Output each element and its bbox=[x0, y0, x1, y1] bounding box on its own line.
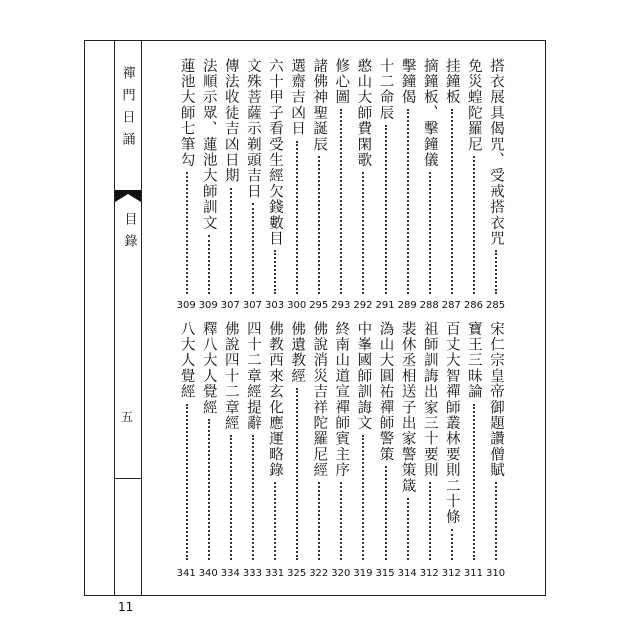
toc-entry-page: 289 bbox=[397, 300, 417, 311]
toc-entry-title: 諸佛神聖誕辰 bbox=[311, 58, 328, 153]
toc-entry-title: 免災蝗陀羅尼 bbox=[465, 58, 482, 153]
toc-leader-dots bbox=[340, 109, 342, 294]
toc-leader-dots bbox=[274, 482, 276, 560]
toc-entry-page: 312 bbox=[441, 568, 461, 579]
toc-entry-page: 320 bbox=[331, 568, 351, 579]
toc-entry-page: 287 bbox=[441, 300, 461, 311]
toc-leader-dots bbox=[318, 156, 320, 294]
toc-entry[interactable] bbox=[353, 321, 373, 579]
toc-leader-dots bbox=[495, 482, 497, 560]
toc-leader-dots bbox=[340, 482, 342, 560]
toc-leader-dots bbox=[318, 482, 320, 560]
toc-entry[interactable] bbox=[198, 58, 218, 311]
toc-entry-page: 292 bbox=[353, 300, 373, 311]
toc-entry-page: 295 bbox=[309, 300, 329, 311]
toc-leader-dots bbox=[208, 235, 210, 294]
toc-entry-title: 四十二章經提辭 bbox=[244, 321, 261, 431]
toc-entry-page: 341 bbox=[176, 568, 196, 579]
toc-entry-page: 307 bbox=[220, 300, 240, 311]
toc-entry-page: 314 bbox=[397, 568, 417, 579]
toc-entry[interactable] bbox=[463, 58, 483, 311]
toc-leader-dots bbox=[208, 419, 210, 560]
toc-entry[interactable] bbox=[176, 321, 196, 579]
toc-entry-title: 八大人覺經 bbox=[178, 321, 195, 400]
toc-entry[interactable] bbox=[419, 321, 439, 579]
toc-entry[interactable] bbox=[265, 321, 285, 579]
toc-leader-dots bbox=[451, 529, 453, 560]
toc-entry[interactable] bbox=[242, 321, 262, 579]
toc-entry-title: 宋仁宗皇帝御題讚僧賦 bbox=[488, 321, 504, 478]
toc-leader-dots bbox=[495, 250, 497, 294]
toc-entry-title: 憨山大師費閑歌 bbox=[355, 58, 372, 168]
toc-entry-page: 310 bbox=[486, 568, 506, 579]
toc-entry[interactable] bbox=[397, 321, 417, 579]
toc-entry[interactable] bbox=[375, 58, 395, 311]
toc-leader-dots bbox=[385, 466, 387, 560]
toc-entry[interactable] bbox=[486, 58, 506, 311]
toc-entry[interactable] bbox=[198, 321, 218, 579]
toc-entry[interactable] bbox=[441, 58, 461, 311]
toc-entry-page: 322 bbox=[309, 568, 329, 579]
toc-entry-page: 300 bbox=[287, 300, 307, 311]
toc-entry-title: 溈山大圓祐禪師警策 bbox=[377, 321, 394, 463]
toc-entry-title: 傳法收徒吉凶日期 bbox=[222, 58, 239, 184]
toc-entry[interactable] bbox=[309, 58, 329, 311]
toc-entry-page: 331 bbox=[265, 568, 285, 579]
toc-leader-dots bbox=[473, 404, 475, 561]
toc-entry-title: 修心圖 bbox=[333, 58, 350, 106]
book-title bbox=[119, 66, 134, 154]
toc-entry-title: 挂鐘板 bbox=[443, 58, 460, 106]
section-label bbox=[121, 212, 136, 256]
toc-entry-page: 309 bbox=[176, 300, 196, 311]
toc-entry-page: 334 bbox=[220, 568, 240, 579]
toc-entry[interactable] bbox=[353, 58, 373, 311]
toc-leader-dots bbox=[407, 498, 409, 560]
toc-leader-dots bbox=[252, 203, 254, 294]
toc-entry-title: 佛說四十二章經 bbox=[222, 321, 239, 431]
toc-entry-page: 309 bbox=[198, 300, 218, 311]
toc-entry-page: 291 bbox=[375, 300, 395, 311]
margin-divider bbox=[115, 478, 141, 479]
toc-entry-title: 法順示眾、蓮池大師訓文 bbox=[200, 58, 217, 231]
toc-entry[interactable] bbox=[463, 321, 483, 579]
toc-leader-dots bbox=[429, 482, 431, 560]
toc-entry-page: 285 bbox=[486, 300, 506, 311]
toc-entry-page: 340 bbox=[198, 568, 218, 579]
toc-entry[interactable] bbox=[486, 321, 506, 579]
toc-leader-dots bbox=[429, 172, 431, 294]
toc-entry[interactable] bbox=[287, 58, 307, 311]
section-label-text: 目錄 bbox=[121, 212, 137, 256]
toc-entry-title: 摘鐘板、擊鐘儀 bbox=[421, 58, 438, 168]
toc-leader-dots bbox=[362, 172, 364, 294]
toc-entry-page: 312 bbox=[419, 568, 439, 579]
toc-leader-dots bbox=[186, 404, 188, 561]
toc-entry-page: 307 bbox=[242, 300, 262, 311]
toc-entry[interactable] bbox=[220, 321, 240, 579]
toc-entry-page: 288 bbox=[419, 300, 439, 311]
toc-entry-title: 蓮池大師七筆勾 bbox=[178, 58, 195, 168]
page-number-chinese: 五 bbox=[121, 410, 134, 424]
toc-entry-title: 六十甲子看受生經欠錢數目 bbox=[267, 58, 283, 247]
toc-entry-page: 311 bbox=[463, 568, 483, 579]
toc-entry[interactable] bbox=[242, 58, 262, 311]
toc-leader-dots bbox=[473, 156, 475, 294]
toc-entry-title: 百丈大智禪師叢林要則二十條 bbox=[443, 321, 460, 526]
toc-entry[interactable] bbox=[309, 321, 329, 579]
toc-entry-title: 佛說消災吉祥陀羅尼經 bbox=[311, 321, 328, 478]
toc-entry[interactable] bbox=[441, 321, 461, 579]
toc-entry-page: 333 bbox=[242, 568, 262, 579]
toc-leader-dots bbox=[451, 109, 453, 294]
toc-leader-dots bbox=[230, 435, 232, 560]
toc-entry[interactable] bbox=[176, 58, 196, 311]
toc-entry[interactable] bbox=[287, 321, 307, 579]
toc-entry-title: 十二命辰 bbox=[377, 58, 394, 121]
toc-entry-title: 祖師訓誨出家三十要則 bbox=[421, 321, 438, 478]
toc-entry[interactable] bbox=[331, 321, 351, 579]
toc-entry-title: 釋八大人覺經 bbox=[200, 321, 217, 416]
toc-leader-dots bbox=[274, 250, 276, 294]
toc-leader-dots bbox=[296, 388, 298, 560]
page-number: 11 bbox=[118, 600, 134, 614]
toc-entry-title: 寶王三昧論 bbox=[465, 321, 482, 400]
toc-entry[interactable] bbox=[397, 58, 417, 311]
toc-entry-title: 文殊菩薩示剃頭吉日 bbox=[244, 58, 261, 200]
toc-leader-dots bbox=[252, 435, 254, 560]
toc-entry-title: 搭衣展具偈咒、受戒搭衣咒 bbox=[488, 58, 504, 247]
toc-leader-dots bbox=[407, 109, 409, 294]
toc-entry-page: 319 bbox=[353, 568, 373, 579]
toc-entry-title: 終南山道宣禪師賓主序 bbox=[333, 321, 350, 478]
toc-entry-title: 裴休丞相送子出家警策箴 bbox=[399, 321, 416, 494]
toc-leader-dots bbox=[385, 125, 387, 294]
toc-entry-page: 315 bbox=[375, 568, 395, 579]
toc-entry-page: 303 bbox=[265, 300, 285, 311]
toc-leader-dots bbox=[296, 141, 298, 295]
book-title-text: 禪門日誦 bbox=[119, 66, 135, 154]
toc-leader-dots bbox=[362, 435, 364, 560]
toc-entry-title: 選齋吉凶日 bbox=[289, 58, 306, 137]
toc-entry-page: 286 bbox=[463, 300, 483, 311]
toc-entry[interactable] bbox=[265, 58, 285, 311]
toc-entry-page: 293 bbox=[331, 300, 351, 311]
toc-entry-page: 325 bbox=[287, 568, 307, 579]
fishtail-mark-icon bbox=[115, 190, 141, 204]
toc-entry-title: 中峯國師訓誨文 bbox=[355, 321, 372, 431]
toc-leader-dots bbox=[186, 172, 188, 294]
toc-entry-title: 佛教西來玄化應運略錄 bbox=[267, 321, 283, 478]
toc-leader-dots bbox=[230, 188, 232, 294]
toc-entry[interactable] bbox=[220, 58, 240, 311]
toc-entry[interactable] bbox=[375, 321, 395, 579]
toc-entry[interactable] bbox=[419, 58, 439, 311]
toc-entry-title: 擊鐘偈 bbox=[399, 58, 416, 106]
toc-entry-title: 佛遺教經 bbox=[289, 321, 306, 384]
toc-entry[interactable] bbox=[331, 58, 351, 311]
